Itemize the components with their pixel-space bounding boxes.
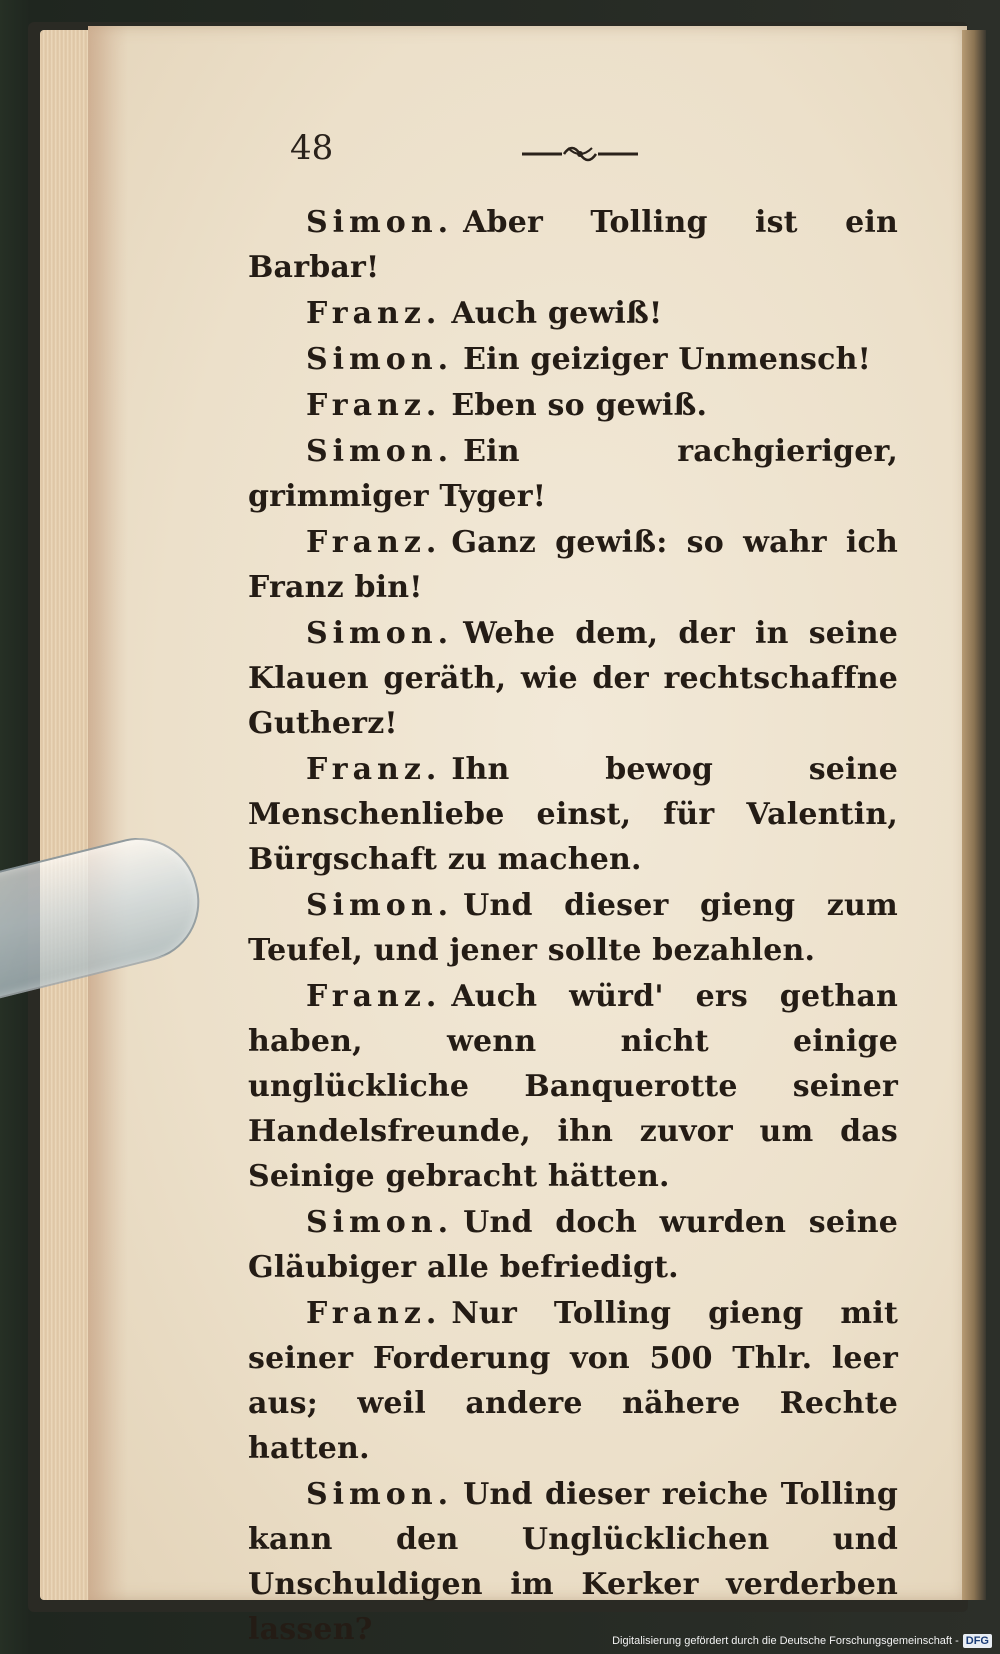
speaker-name: Simon. [306,1205,454,1240]
dialogue-paragraph [248,1291,898,1471]
dialogue-paragraph [248,429,898,519]
speech-text: Ganz gewiß: so wahr ich Franz bin! [248,525,898,605]
dialogue-paragraph [248,747,898,882]
speaker-name: Franz. [306,388,442,423]
dfg-logo: DFG [963,1634,992,1648]
speaker-name: Simon. [306,205,454,240]
speaker-name: Franz. [306,1296,442,1331]
speech-text: Und doch wurden seine Gläubiger alle befriedigt. [248,1205,898,1285]
speech-text: Ihn bewog seine Menschenliebe einst, für Valentin, Bürgschaft zu machen. [248,752,898,877]
dialogue-paragraph [248,520,898,610]
digitization-credit [612,1634,992,1648]
speaker-name: Franz. [306,296,442,331]
speaker-name: Simon. [306,616,454,651]
dialogue-text [248,200,898,1653]
dialogue-paragraph [248,337,898,382]
speech-text: Ein geiziger Unmensch! [463,342,871,377]
speech-text: Eben so gewiß. [451,388,708,423]
speech-text: Und dieser gieng zum Teufel, und jener sollte bezahlen. [248,888,898,968]
speaker-name: Franz. [306,525,442,560]
speaker-name: Simon. [306,434,454,469]
dialogue-paragraph [248,611,898,746]
speech-text: Nur Tolling gieng mit seiner Forderung von 500 Thlr. leer aus; weil andere nähere Rechte hatten. [248,1296,898,1466]
page-right-edge [962,30,986,1600]
ornament-icon [520,138,640,168]
spine-shadow [88,26,128,1600]
speaker-name: Simon. [306,1477,454,1512]
speaker-name: Simon. [306,342,454,377]
page-header [290,128,650,178]
credit-text: Digitalisierung gefördert durch die Deutsche Forschungsgemeinschaft - [612,1635,959,1647]
speech-text: Auch würd' ers gethan haben, wenn nicht einige unglückliche Banquerotte seiner Handelsfreunde, ihn zuvor um das Seinige gebracht hätten. [248,979,898,1194]
speech-text: Auch gewiß! [451,296,663,331]
speaker-name: Franz. [306,752,442,787]
speech-text: Und dieser reiche Tolling kann den Unglücklichen und Unschuldigen im Kerker verderben lassen? [248,1477,898,1647]
dialogue-paragraph [248,1472,898,1652]
speaker-name: Franz. [306,979,442,1014]
speaker-name: Simon. [306,888,454,923]
dialogue-paragraph [248,383,898,428]
speech-text: Aber Tolling ist ein Barbar! [248,205,898,285]
speech-text: Ein rachgieriger, grimmiger Tyger! [248,434,898,514]
dialogue-paragraph [248,291,898,336]
page-number: 48 [290,128,334,168]
dialogue-paragraph [248,974,898,1199]
dialogue-paragraph [248,883,898,973]
dialogue-paragraph [248,1200,898,1290]
dialogue-paragraph [248,200,898,290]
speech-text: Wehe dem, der in seine Klauen geräth, wie der rechtschaffne Gutherz! [248,616,898,741]
